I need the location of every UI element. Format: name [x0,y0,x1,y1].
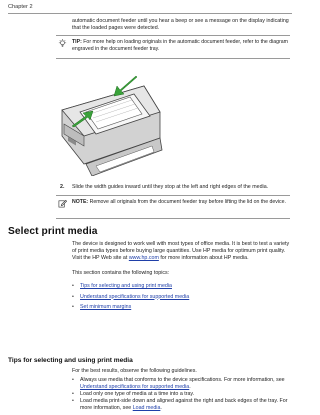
section-title-select-print-media: Select print media [8,226,98,237]
topic-link-tips[interactable]: Tips for selecting and using print media [80,283,172,289]
tip-bottom-rule [56,58,290,59]
tips-list [72,377,290,412]
tips-intro: For the best results, observe the following guidelines. [72,368,197,374]
note-label: NOTE: [72,199,89,205]
note-text [72,199,290,206]
tip-text [72,39,290,53]
chapter-header: Chapter 2 [8,4,33,10]
subsection-title-tips: Tips for selecting and using print media [8,357,133,364]
header-rule [8,13,292,14]
topic-link-margins[interactable]: Set minimum margins [80,304,132,310]
tip-3-text-a: Load media print-side down and aligned against the right and back edges of the tray. For more information, see [80,398,288,411]
document-feeder-illustration [56,66,166,176]
topics-list [72,281,290,313]
tip-lightbulb-icon [58,39,67,48]
step-2-number: 2. [60,184,65,190]
select-media-text-a: The device is designed to work well with most types of office media. It is best to test a variety of print media types before buying large quantities. Use HP media for optimum print quality. Visit the HP Web site at [72,241,290,261]
select-media-text-b: for more information about HP media. [158,255,249,261]
tip-body: For more help on loading originals in the automatic document feeder, refer to the diagram engraved in the document feeder tray. [72,39,288,52]
tip-1-text-a: Always use media that conforms to the device specifications. For more information, see [80,377,285,383]
tip-1-text-b: . [189,384,191,390]
tip-3-text-b: . [160,405,162,411]
specifications-link[interactable]: Understand specifications for supported media [80,384,190,390]
list-item [72,398,290,412]
load-media-link[interactable]: Load media [132,405,161,411]
list-item [72,292,290,303]
list-item [72,391,290,398]
hp-website-link[interactable]: www.hp.com [128,255,159,261]
intro-paragraph: automatic document feeder until you hear a beep or see a message on the display indicating that the loaded pages were detected. [72,18,289,31]
note-bottom-rule [56,218,290,219]
list-item [72,281,290,292]
list-item [72,302,290,313]
list-item [72,377,290,391]
tip-top-rule [56,35,290,36]
topics-intro: This section contains the following topics: [72,270,170,276]
step-2-text: Slide the width guides inward until they stop at the left and right edges of the media. [72,184,269,190]
tip-label: TIP: [72,39,82,45]
note-body: Remove all originals from the document feeder tray before lifting the lid on the device. [89,199,286,205]
tip-2-text: Load only one type of media at a time into a tray. [80,391,195,397]
note-top-rule [56,195,290,196]
note-pencil-icon [58,199,67,208]
select-media-paragraph [72,241,290,262]
topic-link-specifications[interactable]: Understand specifications for supported media [80,293,190,300]
